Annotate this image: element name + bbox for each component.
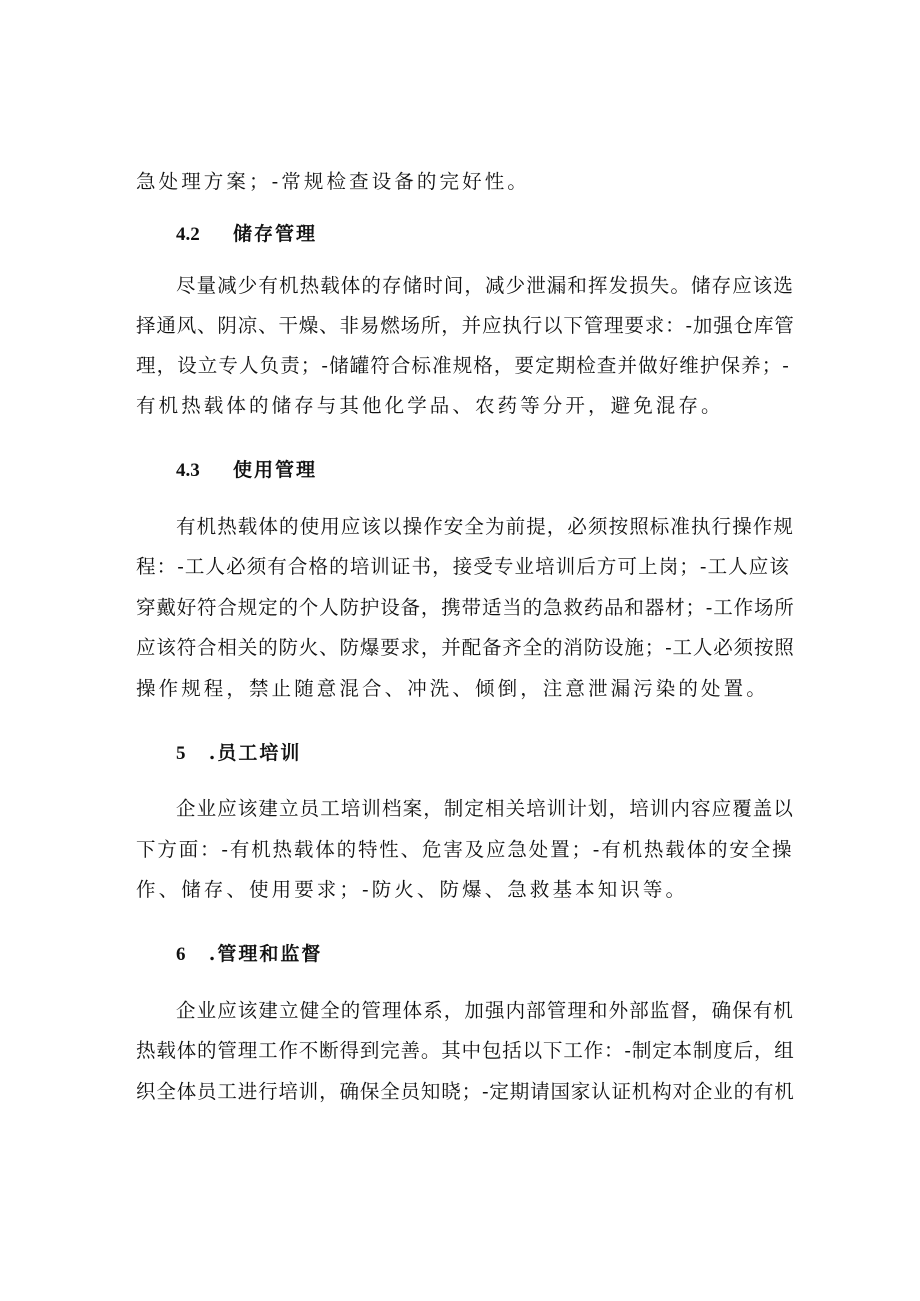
section-heading-4-3 xyxy=(176,458,317,483)
paragraph-line: 操作规程，禁止随意混合、冲洗、倾倒，注意泄漏污染的处置。 xyxy=(136,677,769,700)
section-heading-4-2 xyxy=(176,222,317,247)
section-number: 6 xyxy=(176,944,186,965)
section-heading-6 xyxy=(176,942,322,967)
paragraph-line: 急处理方案；-常规检查设备的完好性。 xyxy=(136,170,530,193)
paragraph-line: 企业应该建立健全的管理体系，加强内部管理和外部监督，确保有机 xyxy=(176,999,795,1022)
paragraph-line: 有机热载体的储存与其他化学品、农药等分开，避免混存。 xyxy=(136,394,724,417)
paragraph-line: 有机热载体的使用应该以操作安全为前提，必须按照标准执行操作规 xyxy=(176,515,795,538)
paragraph-line: 作、储存、使用要求；-防火、防爆、急救基本知识等。 xyxy=(136,878,689,901)
section-title: 使用管理 xyxy=(233,459,318,481)
section-number: 5 xyxy=(176,743,186,764)
paragraph-line: 穿戴好符合规定的个人防护设备，携带适当的急救药品和器材；-工作场所 xyxy=(136,596,795,619)
paragraph-line: 织全体员工进行培训，确保全员知晓；-定期请国家认证机构对企业的有机 xyxy=(136,1080,795,1103)
section-number: 4.2 xyxy=(176,224,200,245)
paragraph-line: 尽量减少有机热载体的存储时间，减少泄漏和挥发损失。储存应该选 xyxy=(176,274,795,297)
section-heading-5 xyxy=(176,741,301,766)
paragraph-line: 企业应该建立员工培训档案，制定相关培训计划，培训内容应覆盖以 xyxy=(176,797,795,820)
paragraph-line: 理，设立专人负责；-储罐符合标准规格，要定期检查并做好维护保养；- xyxy=(136,354,790,377)
paragraph-line: 下方面：-有机热载体的特性、危害及应急处置；-有机热载体的安全操 xyxy=(136,838,794,861)
section-number: 4.3 xyxy=(176,460,200,481)
paragraph-line: 程：-工人必须有合格的培训证书，接受专业培训后方可上岗；-工人应该 xyxy=(136,555,790,578)
section-title: 储存管理 xyxy=(233,223,318,245)
paragraph-line: 应该符合相关的防火、防爆要求，并配备齐全的消防设施；-工人必须按照 xyxy=(136,636,795,659)
section-title: .员工培训 xyxy=(208,742,302,764)
paragraph-line: 热载体的管理工作不断得到完善。其中包括以下工作：-制定本制度后，组 xyxy=(136,1039,795,1062)
paragraph-line: 择通风、阴凉、干燥、非易燃场所，并应执行以下管理要求：-加强仓库管 xyxy=(136,314,795,337)
section-title: .管理和监督 xyxy=(208,943,323,965)
